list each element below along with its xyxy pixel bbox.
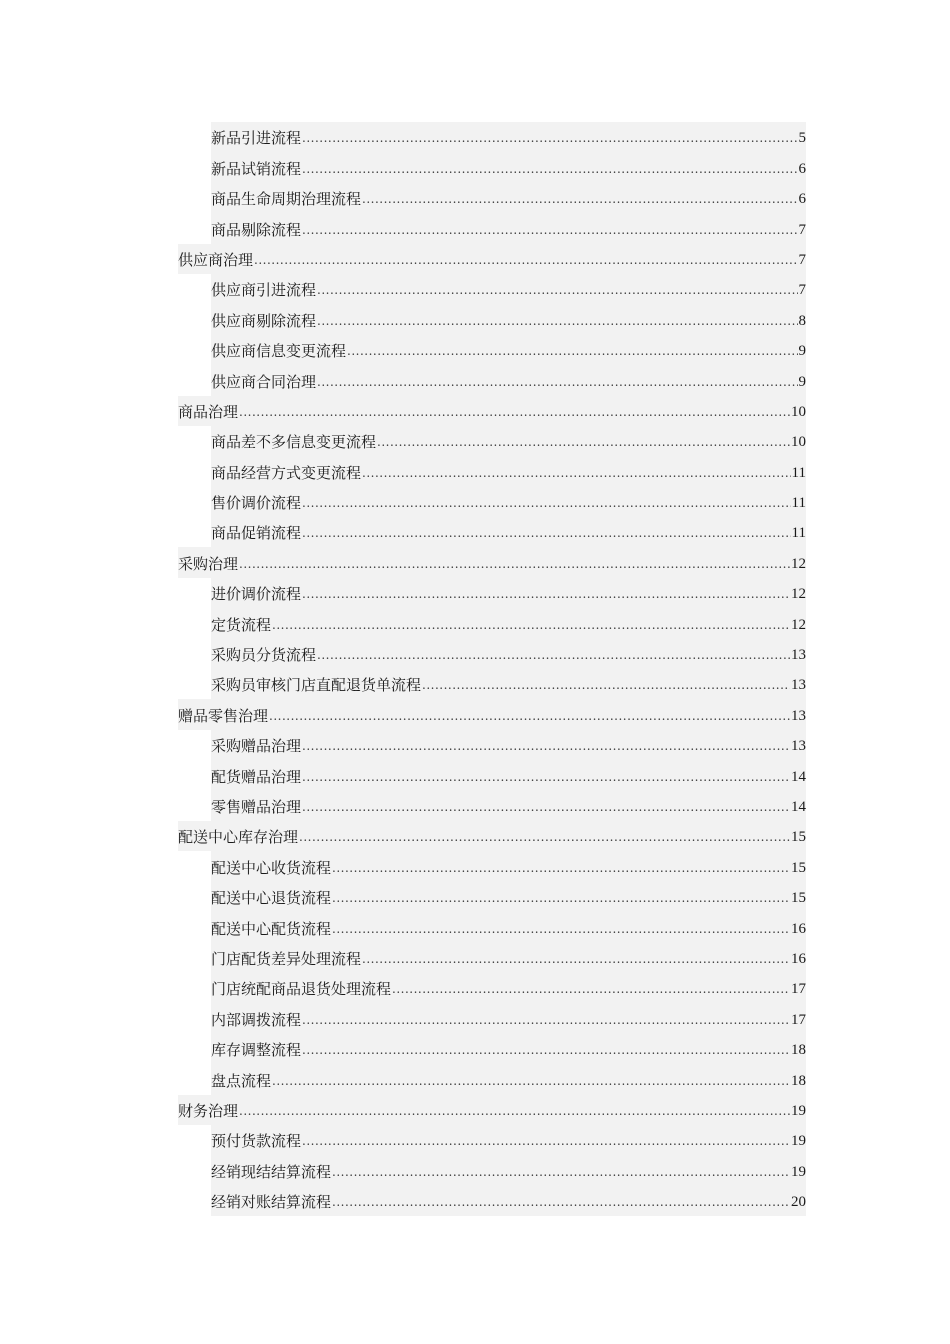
toc-entry-title: 财务治理 bbox=[178, 1101, 239, 1120]
toc-entry-title: 经销现结结算流程 bbox=[211, 1162, 332, 1181]
toc-dot-leader bbox=[239, 555, 790, 573]
toc-page-number: 18 bbox=[791, 1042, 806, 1059]
toc-page-number: 14 bbox=[791, 798, 806, 815]
toc-dot-leader bbox=[302, 737, 790, 755]
toc-dot-leader bbox=[302, 1041, 790, 1059]
toc-page-number: 6 bbox=[798, 160, 806, 177]
toc-subsection-entry[interactable] bbox=[211, 669, 806, 699]
toc-dot-leader bbox=[302, 1011, 790, 1029]
toc-subsection-entry[interactable] bbox=[211, 1003, 806, 1033]
toc-subsection-entry[interactable] bbox=[211, 456, 806, 486]
toc-subsection-entry[interactable] bbox=[211, 1064, 806, 1094]
toc-page-number: 13 bbox=[791, 707, 806, 724]
toc-entry-title: 定货流程 bbox=[211, 615, 272, 634]
toc-entry-title: 商品剔除流程 bbox=[211, 220, 302, 239]
toc-page-number: 15 bbox=[791, 890, 806, 907]
toc-entry-title: 配送中心库存治理 bbox=[178, 828, 299, 847]
toc-page-number: 14 bbox=[791, 768, 806, 785]
toc-dot-leader bbox=[302, 585, 790, 603]
toc-entry-title: 供应商剔除流程 bbox=[211, 311, 317, 330]
toc-entry-title: 供应商引进流程 bbox=[211, 281, 317, 300]
toc-entry-title: 商品差不多信息变更流程 bbox=[211, 433, 377, 452]
toc-subsection-entry[interactable] bbox=[211, 335, 806, 365]
toc-entry-title: 供应商合同治理 bbox=[211, 372, 317, 391]
toc-section-entry[interactable] bbox=[178, 1095, 806, 1125]
toc-subsection-entry[interactable] bbox=[211, 882, 806, 912]
toc-page-number: 15 bbox=[791, 859, 806, 876]
toc-entry-title: 供应商治理 bbox=[178, 250, 254, 269]
toc-subsection-entry[interactable] bbox=[211, 152, 806, 182]
toc-entry-title: 采购赠品治理 bbox=[211, 737, 302, 756]
toc-dot-leader bbox=[347, 342, 797, 360]
toc-entry-title: 经销对账结算流程 bbox=[211, 1193, 332, 1212]
toc-dot-leader bbox=[332, 1163, 790, 1181]
toc-dot-leader bbox=[272, 1072, 790, 1090]
toc-dot-leader bbox=[332, 1193, 790, 1211]
toc-entry-title: 库存调整流程 bbox=[211, 1041, 302, 1060]
toc-subsection-entry[interactable] bbox=[211, 851, 806, 881]
toc-dot-leader bbox=[392, 980, 790, 998]
toc-page-number: 19 bbox=[791, 1163, 806, 1180]
toc-page-number: 10 bbox=[791, 403, 806, 420]
toc-section-entry[interactable] bbox=[178, 547, 806, 577]
toc-page-number: 11 bbox=[791, 495, 806, 512]
toc-entry-title: 商品生命周期治理流程 bbox=[211, 190, 362, 209]
toc-subsection-entry[interactable] bbox=[211, 274, 806, 304]
toc-dot-leader bbox=[302, 768, 790, 786]
toc-subsection-entry[interactable] bbox=[211, 304, 806, 334]
toc-dot-leader bbox=[332, 889, 790, 907]
toc-dot-leader bbox=[317, 281, 797, 299]
toc-dot-leader bbox=[302, 160, 797, 178]
toc-page-number: 12 bbox=[791, 555, 806, 572]
toc-page-number: 8 bbox=[798, 312, 806, 329]
toc-entry-title: 赠品零售治理 bbox=[178, 706, 269, 725]
toc-page-number: 7 bbox=[798, 251, 806, 268]
toc-subsection-entry[interactable] bbox=[211, 578, 806, 608]
toc-entry-title: 预付货款流程 bbox=[211, 1132, 302, 1151]
toc-page-number: 11 bbox=[791, 464, 806, 481]
toc-page-number: 5 bbox=[798, 130, 806, 147]
toc-entry-title: 商品经营方式变更流程 bbox=[211, 463, 362, 482]
toc-entry-title: 售价调价流程 bbox=[211, 494, 302, 513]
toc-dot-leader bbox=[317, 646, 790, 664]
toc-entry-title: 配送中心退货流程 bbox=[211, 889, 332, 908]
toc-page-number: 7 bbox=[798, 221, 806, 238]
toc-entry-title: 新品引进流程 bbox=[211, 129, 302, 148]
toc-dot-leader bbox=[302, 798, 790, 816]
toc-entry-title: 采购员审核门店直配退货单流程 bbox=[211, 676, 422, 695]
toc-dot-leader bbox=[302, 221, 797, 239]
toc-subsection-entry[interactable] bbox=[211, 1034, 806, 1064]
toc-page-number: 7 bbox=[798, 282, 806, 299]
toc-page-number: 19 bbox=[791, 1133, 806, 1150]
toc-page-number: 17 bbox=[791, 981, 806, 998]
toc-section-entry[interactable] bbox=[178, 396, 806, 426]
toc-page-number: 9 bbox=[798, 343, 806, 360]
toc-page-number: 20 bbox=[791, 1194, 806, 1211]
toc-dot-leader bbox=[299, 828, 790, 846]
toc-entry-title: 采购员分货流程 bbox=[211, 646, 317, 665]
toc-dot-leader bbox=[302, 524, 791, 542]
toc-dot-leader bbox=[377, 433, 790, 451]
toc-dot-leader bbox=[317, 312, 797, 330]
toc-page-number: 15 bbox=[791, 829, 806, 846]
toc-entry-title: 配货赠品治理 bbox=[211, 767, 302, 786]
toc-subsection-entry[interactable] bbox=[211, 365, 806, 395]
toc-dot-leader bbox=[239, 1102, 790, 1120]
toc-entry-title: 配送中心配货流程 bbox=[211, 919, 332, 938]
toc-entry-title: 内部调拨流程 bbox=[211, 1010, 302, 1029]
toc-dot-leader bbox=[317, 373, 797, 391]
toc-subsection-entry[interactable] bbox=[211, 1155, 806, 1185]
toc-entry-title: 采购治理 bbox=[178, 554, 239, 573]
toc-dot-leader bbox=[269, 707, 790, 725]
toc-page-number: 9 bbox=[798, 373, 806, 390]
toc-page-number: 19 bbox=[791, 1102, 806, 1119]
toc-subsection-entry[interactable] bbox=[211, 213, 806, 243]
toc-subsection-entry[interactable] bbox=[211, 426, 806, 456]
toc-dot-leader bbox=[302, 1132, 790, 1150]
toc-entry-title: 新品试销流程 bbox=[211, 159, 302, 178]
toc-page-number: 17 bbox=[791, 1011, 806, 1028]
toc-dot-leader bbox=[302, 494, 791, 512]
toc-page-number: 13 bbox=[791, 647, 806, 664]
toc-page-number: 18 bbox=[791, 1072, 806, 1089]
toc-subsection-entry[interactable] bbox=[211, 943, 806, 973]
toc-section-entry[interactable] bbox=[178, 244, 806, 274]
toc-subsection-entry[interactable] bbox=[211, 730, 806, 760]
toc-page-number: 12 bbox=[791, 586, 806, 603]
toc-dot-leader bbox=[362, 464, 791, 482]
table-of-contents bbox=[178, 122, 806, 1216]
toc-page-number: 11 bbox=[791, 525, 806, 542]
toc-dot-leader bbox=[272, 616, 790, 634]
toc-page-number: 16 bbox=[791, 920, 806, 937]
toc-dot-leader bbox=[332, 920, 790, 938]
toc-entry-title: 配送中心收货流程 bbox=[211, 858, 332, 877]
toc-entry-title: 门店配货差异处理流程 bbox=[211, 949, 362, 968]
toc-dot-leader bbox=[239, 403, 790, 421]
toc-page-number: 10 bbox=[791, 434, 806, 451]
toc-page-number: 13 bbox=[791, 677, 806, 694]
toc-subsection-entry[interactable] bbox=[211, 1186, 806, 1216]
toc-page-number: 13 bbox=[791, 738, 806, 755]
toc-subsection-entry[interactable] bbox=[211, 791, 806, 821]
toc-dot-leader bbox=[302, 129, 797, 147]
toc-subsection-entry[interactable] bbox=[211, 760, 806, 790]
toc-dot-leader bbox=[254, 251, 797, 269]
toc-subsection-entry[interactable] bbox=[211, 912, 806, 942]
toc-dot-leader bbox=[362, 950, 790, 968]
toc-entry-title: 商品促销流程 bbox=[211, 524, 302, 543]
toc-subsection-entry[interactable] bbox=[211, 1125, 806, 1155]
toc-dot-leader bbox=[362, 190, 797, 208]
toc-section-entry[interactable] bbox=[178, 699, 806, 729]
toc-dot-leader bbox=[422, 676, 790, 694]
toc-entry-title: 盘点流程 bbox=[211, 1071, 272, 1090]
toc-entry-title: 零售赠品治理 bbox=[211, 797, 302, 816]
toc-dot-leader bbox=[332, 859, 790, 877]
toc-subsection-entry[interactable] bbox=[211, 639, 806, 669]
toc-subsection-entry[interactable] bbox=[211, 183, 806, 213]
toc-entry-title: 门店统配商品退货处理流程 bbox=[211, 980, 392, 999]
toc-page-number: 16 bbox=[791, 950, 806, 967]
toc-subsection-entry[interactable] bbox=[211, 608, 806, 638]
toc-page-number: 6 bbox=[798, 191, 806, 208]
toc-page-number: 12 bbox=[791, 616, 806, 633]
toc-entry-title: 进价调价流程 bbox=[211, 585, 302, 604]
toc-subsection-entry[interactable] bbox=[211, 973, 806, 1003]
toc-subsection-entry[interactable] bbox=[211, 487, 806, 517]
toc-subsection-entry[interactable] bbox=[211, 122, 806, 152]
toc-entry-title: 商品治理 bbox=[178, 402, 239, 421]
toc-section-entry[interactable] bbox=[178, 821, 806, 851]
toc-subsection-entry[interactable] bbox=[211, 517, 806, 547]
toc-entry-title: 供应商信息变更流程 bbox=[211, 342, 347, 361]
